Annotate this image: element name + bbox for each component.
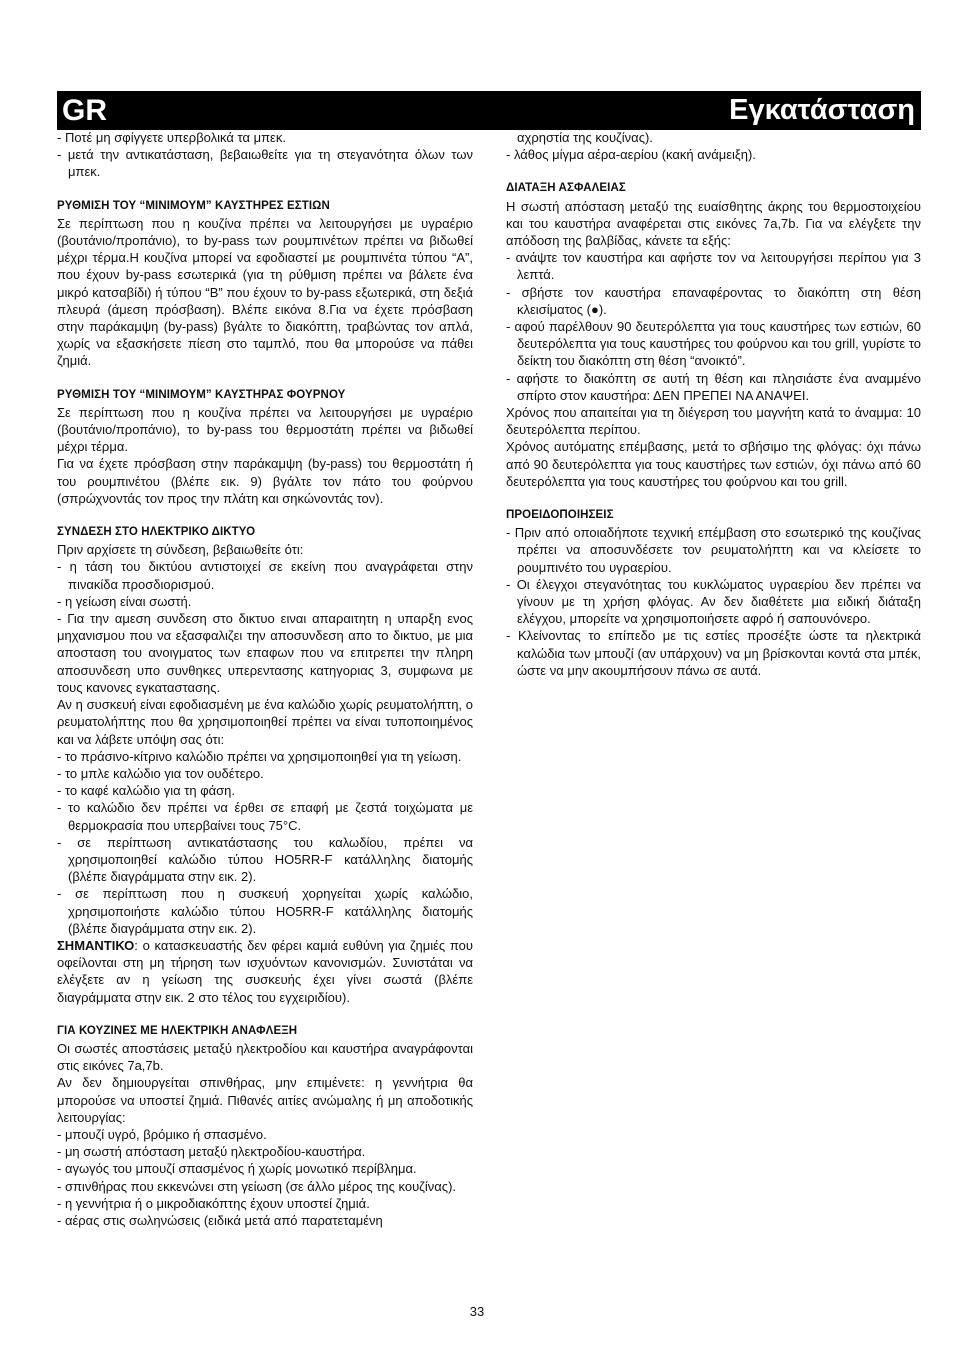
list-item: - αφήστε το διακόπτη σε αυτή τη θέση και πλησιάστε ένα αναμμένο σπίρτο στον καυστήρα: ΔΕΝ ΠΡΕΠΕΙ ΝΑ ΑΝΑΨΕΙ. <box>506 370 921 403</box>
important-note <box>57 937 473 1006</box>
left-column <box>57 129 473 1229</box>
paragraph-continuation: αχρηστία της κουζίνας). <box>517 130 653 145</box>
paragraph: Η σωστή απόσταση μεταξύ της ευαίσθητης άκρης του θερμοστοιχείου και του καυστήρα αναφέρεται στις εικόνες 7a,7b. Για να ελέγξετε την απόδοση της βαλβίδας, κάνετε τα εξής: <box>506 198 921 249</box>
section-heading-safety-device: ΔΙΑΤΑΞΗ ΑΣΦΑΛΕΙΑΣ <box>506 182 626 195</box>
list-item: - η τάση του δικτύου αντιστοιχεί σε εκείνη που αναγράφεται στην πινακίδα προσδιορισμού. <box>57 559 473 592</box>
paragraph: Σε περίπτωση που η κουζίνα πρέπει να λειτουργήσει με υγραέριο (βουτάνιο/προπάνιο), το by-pass του θερμοστάτη πρέπει να βιδωθεί μέχρι τέρμα. <box>57 404 473 455</box>
list-item: - σε περίπτωση που η συσκευή χορηγείται χωρίς καλώδιο, χρησιμοποιήστε καλώδιο τύπου HO5RR-F κατάλληλης διατομής (βλέπε διαγράμματα στην εικ. 2). <box>57 886 473 936</box>
section-heading-burner-minimum: ΡΥΘΜΙΣΗ ΤΟΥ “ΜΙΝΙΜΟΥΜ” ΚΑΥΣΤΗΡΕΣ ΕΣΤΙΩΝ <box>57 199 330 212</box>
list-item: - λάθος μίγμα αέρα-αερίου (κακή ανάμειξη). <box>506 147 756 163</box>
list-item: - αέρας στις σωληνώσεις (ειδικά μετά από παρατεταμένη <box>57 1212 383 1228</box>
paragraph: Πριν αρχίσετε τη σύνδεση, βεβαιωθείτε ότι: <box>57 542 304 558</box>
list-item: - το καφέ καλώδιο για τη φάση. <box>57 783 236 799</box>
language-code: GR <box>62 93 107 127</box>
list-item: - Πριν από οποιαδήποτε τεχνική επέμβαση στο εσωτερικό της κουζίνας πρέπει να αποσυνδέσετε τον ρευματολήπτη και να κλείσετε το ρουμπινέτο του υγραερίου. <box>506 525 921 575</box>
list-item: - μπουζί υγρό, βρόμικο ή σπασμένο. <box>57 1126 267 1142</box>
intro-list <box>57 129 473 181</box>
header-bar <box>57 91 921 130</box>
paragraph: Αν η συσκευή είναι εφοδιασμένη με ένα καλώδιο χωρίς ρευματολήπτη, ο ρευματολήπτης που θα χρησιμοποιηθεί πρέπει να είναι τυποποιημένος και να λάβετε υπόψη σας ότι: <box>57 697 473 747</box>
list-item: - Ποτέ μη σφίγγετε υπερβολικά τα μπεκ. <box>57 130 286 145</box>
list-item: - αγωγός του μπουζί σπασμένος ή χωρίς μονωτικό περίβλημα. <box>57 1161 417 1177</box>
paragraph: Οι σωστές αποστάσεις μεταξύ ηλεκτροδίου και καυστήρα αναγράφονται στις εικόνες 7a,7b. <box>57 1040 473 1074</box>
page-number: 33 <box>469 1304 485 1319</box>
section-heading-warnings: ΠΡΟΕΙΔΟΠΟΙΗΣΕΙΣ <box>506 509 614 522</box>
list-item: - το καλώδιο δεν πρέπει να έρθει σε επαφή με ζεστά τοιχώματα με θερμοκρασία που υπερβαίνει τους 75°C. <box>57 800 473 833</box>
section-heading-oven-minimum: ΡΥΘΜΙΣΗ ΤΟΥ “ΜΙΝΙΜΟΥΜ” ΚΑΥΣΤΗΡΑΣ ΦΟΥΡΝΟΥ <box>57 388 346 401</box>
list-item: - η γείωση είναι σωστή. <box>57 593 192 609</box>
important-text: : ο κατασκευαστής δεν φέρει καμιά ευθύνη για ζημιές που οφείλονται στη μη τήρηση των ισχυόντων κανονισμών. Συνιστάται να ελέγξετε αν η γείωση της συσκευής έχει γίνει σωστά (βλέπε διαγράμματα στην εικ. 2 στο τέλος του εγχειριδίου). <box>57 937 473 1005</box>
list-item: - αφού παρέλθουν 90 δευτερόλεπτα για τους καυστήρες των εστιών, 60 δευτερόλεπτα για τους καυστήρες του φούρνου και του grill, γυρίστε το δείκτη του διακόπτη στη θέση “ανοικτό”. <box>506 319 921 369</box>
paragraph: Σε περίπτωση που η κουζίνα πρέπει να λειτουργήσει με υγραέριο (βουτάνιο/προπάνιο), το by-pass των ρουμπινέτων πρέπει να βιδωθεί μέχρι τέρμα.Η κουζίνα μπορεί να εφοδιαστεί με ρουμπινέτα τύπου “Α”, που έχουν by-pass εσωτερικά (για τη ρύθμιση πρέπει να βάλετε ένα μικρό κατσαβίδι) ή τύπου “Β” που έχουν το by-pass εξωτερικά, στη δεξιά πλευρά (άμεση πρόσβαση). Βλέπε εικόνα 8.Για να έχετε πρόσβαση στην παράκαμψη (by-pass) βγάλτε το διακόπτη, τραβώντας τον απλά, χωρίς να εξασκήσετε πίεση στο ταμπλό, που θα μπορούσε να πάθει ζημιά. <box>57 215 473 369</box>
list-item: - Κλείνοντας το επίπεδο με τις εστίες προσέξτε ώστε τα ηλεκτρικά καλώδια των μπουζί (αν υπάρχουν) να μη βρίσκονται κοντά στα μπέκ, ώστε να μην ακουμπήσουν πάνω σε αυτά. <box>506 628 921 678</box>
list-item: - το πράσινο-κίτρινο καλώδιο πρέπει να χρησιμοποιηθεί για τη γείωση. <box>57 748 462 764</box>
paragraph: Χρόνος που απαιτείται για τη διέγερση του μαγνήτη κατά το άναμμα: 10 δευτερόλεπτα περίπου. <box>506 405 921 438</box>
list-item: - μη σωστή απόσταση μεταξύ ηλεκτροδίου-καυστήρα. <box>57 1144 366 1160</box>
list-item: - σβήστε τον καυστήρα επαναφέροντας το διακόπτη στη θέση κλεισίματος (●). <box>506 284 921 317</box>
paragraph: Χρόνος αυτόματης επέμβασης, μετά το σβήσιμο της φλόγας: όχι πάνω από 90 δευτερόλεπτα για τους καυστήρες των εστιών, όχι πάνω από 60 δευτερόλεπτα για τους καυστήρες του φούρνου και του grill. <box>506 439 921 489</box>
list-item: - σπινθήρας που εκκενώνει στη γείωση (σε άλλο μέρος της κουζίνας). <box>57 1178 457 1194</box>
page-title: Εγκατάσταση <box>729 94 915 126</box>
list-item: - η γεννήτρια ή ο μικροδιακόπτης έχουν υποστεί ζημιά. <box>57 1195 370 1211</box>
list-item: - μετά την αντικατάσταση, βεβαιωθείτε για τη στεγανότητα όλων των μπεκ. <box>57 147 473 180</box>
paragraph: Αν δεν δημιουργείται σπινθήρας, μην επιμένετε: η γεννήτρια θα μπορούσε να υποστεί ζημιά. Πιθανές αιτίες ανώμαλης ή μη αποδοτικής λειτουργίας: <box>57 1075 473 1125</box>
right-column <box>506 129 921 679</box>
paragraph: Για να έχετε πρόσβαση στην παράκαμψη (by-pass) του θερμοστάτη ή του ρουμπινέτου (βλέπε εικ. 9) βγάλτε τον πάτο του φούρνου (σπρώχνοντάς τον προς την πλάτη και σηκώνοντάς τον). <box>57 456 473 506</box>
important-label: ΣΗΜΑΝΤΙΚΟ <box>57 937 135 953</box>
section-heading-electrical: ΣΥΝΔΕΣΗ ΣΤΟ ΗΛΕΚΤΡΙΚΟ ΔΙΚΤΥΟ <box>57 526 256 539</box>
list-item: - Οι έλεγχοι στεγανότητας του κυκλώματος υγραερίου δεν πρέπει να γίνουν με τη χρήση φλόγας. Αν δεν διαθέτετε μια ειδική διάταξη ελέγχου, μπορείτε να χρησιμοποιήσετε αφρό ή σαπουνόνερο. <box>506 576 921 627</box>
list-item: - σε περίπτωση αντικατάστασης του καλωδίου, πρέπει να χρησιμοποιηθεί καλώδιο τύπου HO5RR-F κατάλληλης διατομής (βλέπε διαγράμματα στην εικ. 2). <box>57 834 473 885</box>
section-heading-ignition: ΓΙΑ ΚΟΥΖΙΝΕΣ ΜΕ ΗΛΕΚΤΡΙΚΗ ΑΝΑΦΛΕΞΗ <box>57 1024 298 1037</box>
paragraph: - Για την αμεση συνδεση στο δικτυο ειναι απαραιτητη η υπαρξη ενος μηχανισμου που να εξασφαλιζει την αποσυνδεση απο το δικτυο, με μια αποσταση του ανοιγματος των επαφων που να επιτρεπει την πληρη αποσυνδεση υπο συνθηκες υπερεντασης κατηγοριας 3, συμφωνα με τους κανονες εγκαταστασης. <box>57 611 473 695</box>
list-item: - ανάψτε τον καυστήρα και αφήστε τον να λειτουργήσει περίπου για 3 λεπτά. <box>506 250 921 283</box>
list-item: - το μπλε καλώδιο για τον ουδέτερο. <box>57 765 264 781</box>
